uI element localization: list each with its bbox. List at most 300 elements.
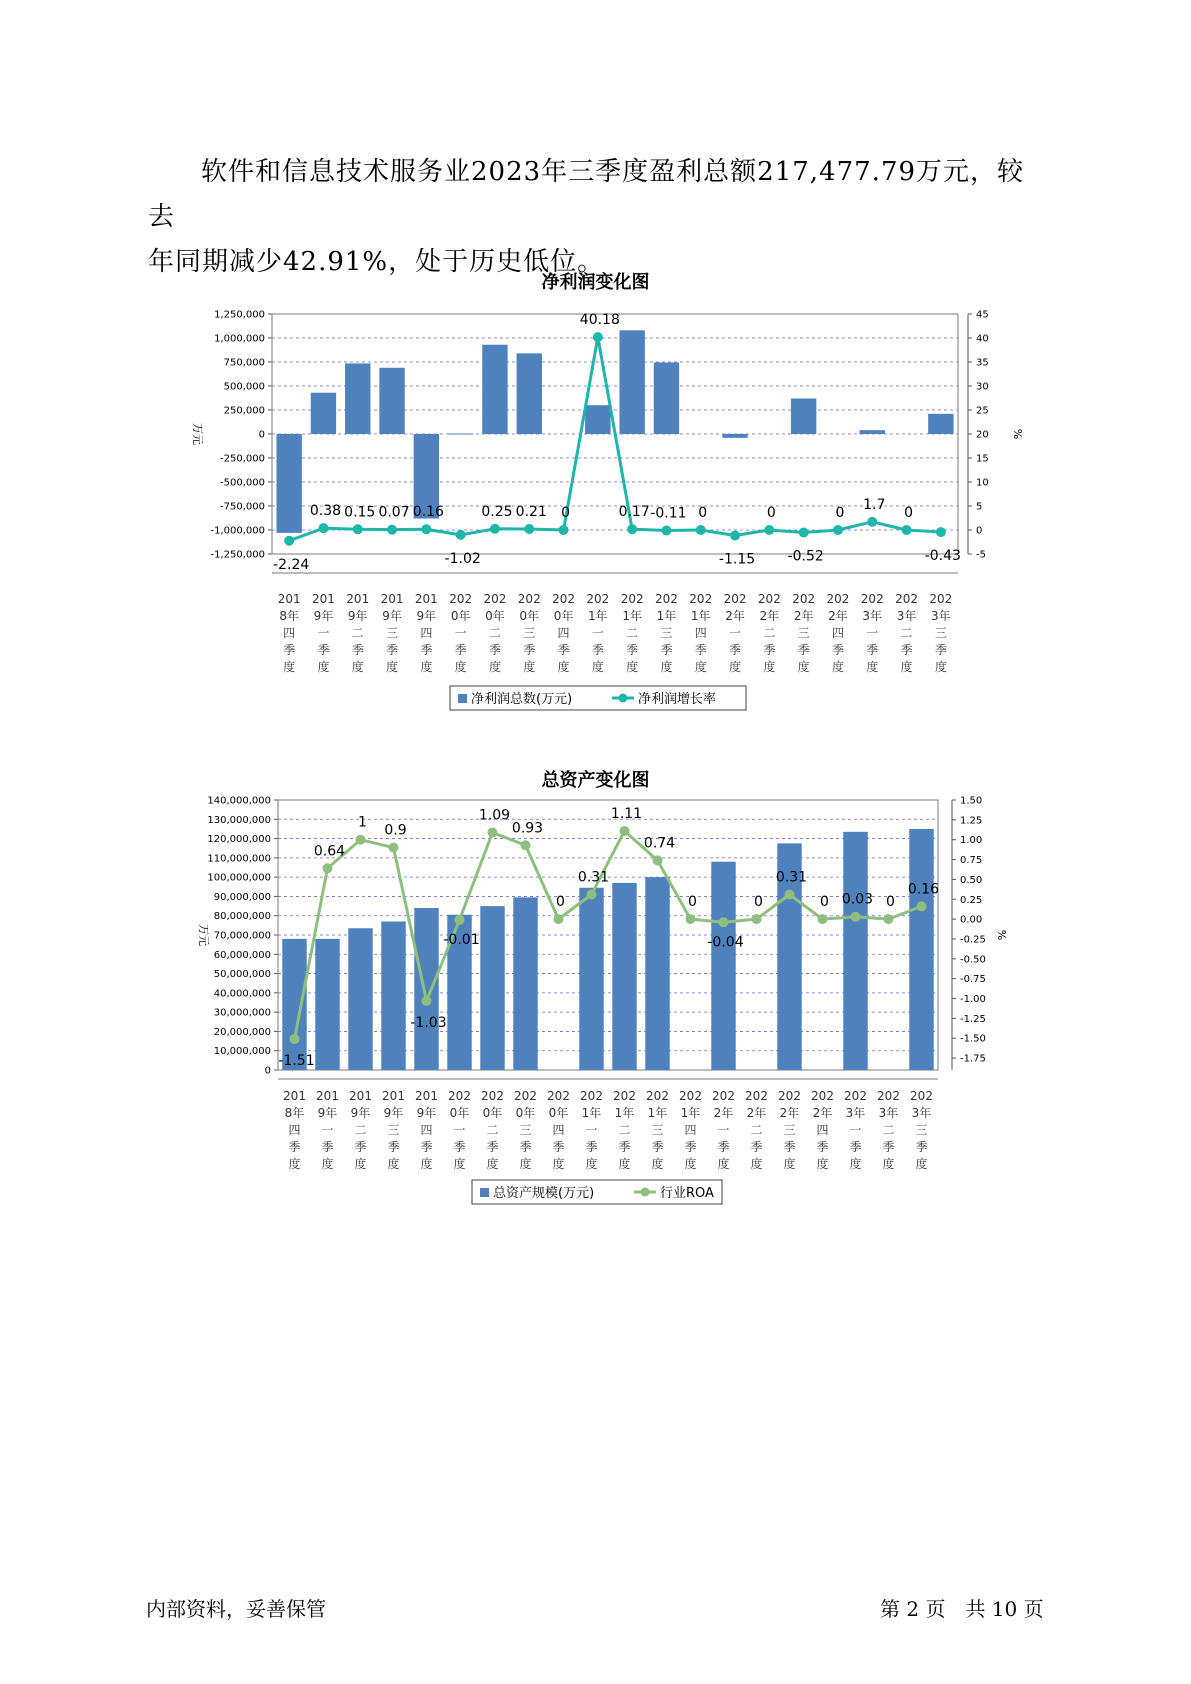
- y-tick-label: 500,000: [223, 381, 265, 393]
- x-tick-label: 季: [519, 1140, 532, 1154]
- x-tick-label: 季: [717, 1140, 730, 1154]
- x-tick-label: 度: [486, 1157, 499, 1171]
- bar: [315, 939, 339, 1070]
- bar: [619, 330, 644, 434]
- x-tick-label: 季: [387, 1140, 400, 1154]
- x-tick-label: 0年: [515, 1106, 536, 1120]
- y2-tick-label: -0.50: [960, 954, 986, 966]
- x-tick-label: 度: [816, 1157, 829, 1171]
- x-tick-label: 度: [591, 660, 604, 674]
- x-tick-label: 202: [723, 592, 747, 606]
- data-label: 1.7: [863, 496, 886, 513]
- data-label: 0.16: [907, 881, 940, 898]
- x-tick-label: 三: [387, 1123, 400, 1137]
- x-tick-label: 一: [849, 1123, 862, 1137]
- y-tick-label: 0: [258, 429, 265, 441]
- x-tick-label: 三: [519, 1123, 532, 1137]
- chart2-title: 总资产变化图: [541, 770, 650, 791]
- y-tick-label: 250,000: [223, 405, 265, 417]
- data-label: 0.07: [378, 504, 410, 521]
- data-label: 0: [886, 894, 895, 911]
- data-label: 0.15: [344, 504, 376, 521]
- bar: [517, 353, 542, 434]
- line-point: [661, 526, 671, 536]
- data-label: 0.17: [618, 504, 650, 521]
- data-label: -0.52: [787, 548, 824, 565]
- bar: [843, 832, 867, 1070]
- legend-line-label: 行业ROA: [660, 1186, 714, 1201]
- line-point: [818, 914, 828, 924]
- x-tick-label: 度: [557, 660, 570, 674]
- x-tick-label: 2年: [812, 1106, 833, 1120]
- line-point: [422, 996, 432, 1006]
- x-tick-label: 四: [694, 626, 707, 640]
- x-tick-label: 0年: [449, 1106, 470, 1120]
- x-tick-label: 季: [321, 1140, 334, 1154]
- x-tick-label: 一: [321, 1123, 334, 1137]
- x-tick-label: 度: [717, 1157, 730, 1171]
- y2-tick-label: 0.75: [960, 855, 983, 867]
- bar: [585, 405, 610, 434]
- x-tick-label: 1年: [588, 609, 608, 623]
- y2-tick-label: 0.00: [960, 914, 983, 926]
- x-tick-label: 度: [660, 660, 673, 674]
- line-point: [851, 912, 861, 922]
- bar: [579, 888, 603, 1070]
- x-tick-label: 三: [797, 626, 810, 640]
- x-tick-label: 季: [797, 643, 810, 657]
- line-point: [421, 524, 431, 534]
- x-tick-label: 度: [729, 660, 742, 674]
- x-tick-label: 201: [283, 1089, 306, 1103]
- line-point: [752, 914, 762, 924]
- bar: [482, 345, 507, 434]
- x-tick-label: 度: [934, 660, 947, 674]
- line-point: [488, 828, 498, 838]
- x-tick-label: 季: [694, 643, 707, 657]
- line-point: [318, 523, 328, 533]
- y-tick-label: 90,000,000: [213, 891, 271, 903]
- x-tick-label: 二: [750, 1123, 763, 1137]
- y2-tick-label: -0.25: [960, 934, 986, 946]
- y2-axis-title: %: [995, 929, 1008, 941]
- y2-tick-label: -5: [976, 549, 986, 561]
- x-tick-label: 一: [729, 626, 742, 640]
- y-tick-label: 130,000,000: [207, 814, 271, 826]
- x-tick-label: 二: [618, 1123, 631, 1137]
- line-point: [290, 1034, 300, 1044]
- x-tick-label: 1年: [581, 1106, 602, 1120]
- line-point: [833, 525, 843, 535]
- data-label: 0: [820, 894, 829, 911]
- data-label: 0.93: [511, 820, 544, 837]
- bar: [654, 362, 679, 434]
- x-tick-label: 四: [420, 1123, 433, 1137]
- x-tick-label: 1年: [656, 609, 677, 623]
- bar: [276, 434, 301, 533]
- x-tick-label: 三: [934, 626, 947, 640]
- x-tick-label: 202: [689, 592, 713, 606]
- x-tick-label: 季: [486, 1140, 499, 1154]
- y-tick-label: 80,000,000: [213, 911, 271, 923]
- x-tick-label: 季: [453, 1140, 466, 1154]
- x-tick-label: 202: [826, 592, 850, 606]
- x-tick-label: 季: [552, 1140, 565, 1154]
- x-tick-label: 度: [866, 660, 879, 674]
- x-tick-label: 3年: [845, 1106, 866, 1120]
- x-tick-label: 201: [346, 592, 370, 606]
- x-tick-label: 季: [283, 643, 296, 657]
- x-tick-label: 201: [382, 1089, 405, 1103]
- x-tick-label: 度: [519, 1157, 532, 1171]
- x-tick-label: 9年: [416, 1106, 437, 1120]
- line-point: [587, 890, 597, 900]
- x-tick-label: 度: [915, 1157, 928, 1171]
- x-tick-label: 202: [517, 592, 541, 606]
- x-tick-label: 2年: [713, 1106, 734, 1120]
- x-tick-label: 季: [849, 1140, 862, 1154]
- x-tick-label: 201: [277, 592, 301, 606]
- x-tick-label: 季: [729, 643, 742, 657]
- x-tick-label: 9年: [382, 609, 402, 623]
- summary-line-1: 软件和信息技术服务业2023年三季度盈利总额217,477.79万元，较去: [148, 157, 1025, 232]
- bar: [282, 939, 306, 1070]
- x-tick-label: 二: [882, 1123, 895, 1137]
- x-tick-label: 季: [651, 1140, 664, 1154]
- bar: [348, 928, 372, 1070]
- x-tick-label: 二: [354, 1123, 367, 1137]
- x-tick-label: 2年: [725, 609, 745, 623]
- x-tick-label: 度: [387, 1157, 400, 1171]
- x-tick-label: 度: [354, 1157, 367, 1171]
- x-tick-label: 季: [420, 1140, 433, 1154]
- y2-tick-label: 25: [976, 405, 989, 417]
- x-tick-label: 季: [557, 643, 570, 657]
- bar: [379, 368, 404, 434]
- x-tick-label: 三: [660, 626, 673, 640]
- x-tick-label: 201: [414, 592, 438, 606]
- line-point: [323, 863, 333, 873]
- x-tick-label: 0年: [519, 609, 540, 623]
- x-tick-label: 季: [454, 643, 467, 657]
- y-tick-label: 60,000,000: [213, 949, 271, 961]
- x-tick-label: 2年: [746, 1106, 767, 1120]
- bar: [448, 434, 473, 435]
- x-tick-label: 季: [618, 1140, 631, 1154]
- x-tick-label: 季: [523, 643, 536, 657]
- line-point: [686, 914, 696, 924]
- y2-tick-label: 1.25: [960, 815, 983, 827]
- x-tick-label: 3年: [911, 1106, 932, 1120]
- x-tick-label: 一: [717, 1123, 730, 1137]
- x-tick-label: 201: [316, 1089, 339, 1103]
- data-label: 0.38: [309, 503, 342, 520]
- legend-line-marker: [619, 694, 628, 703]
- x-tick-label: 0年: [553, 609, 574, 623]
- y2-tick-label: 0.25: [960, 894, 983, 906]
- bar: [722, 434, 747, 438]
- x-tick-label: 1年: [647, 1106, 668, 1120]
- line-point: [524, 524, 534, 534]
- x-tick-label: 9年: [350, 1106, 371, 1120]
- x-tick-label: 202: [792, 592, 816, 606]
- x-tick-label: 四: [557, 626, 570, 640]
- x-tick-label: 季: [420, 643, 433, 657]
- x-tick-label: 202: [552, 592, 576, 606]
- data-label: 0: [688, 894, 697, 911]
- x-tick-label: 季: [386, 643, 399, 657]
- data-label: 0: [698, 505, 708, 521]
- bar: [414, 908, 438, 1070]
- y-tick-label: 70,000,000: [213, 930, 271, 942]
- y-axis-title: 万元: [191, 423, 204, 445]
- x-tick-label: 度: [626, 660, 639, 674]
- x-tick-label: 度: [684, 1157, 697, 1171]
- y-tick-label: 120,000,000: [207, 834, 271, 846]
- x-tick-label: 度: [453, 1157, 466, 1171]
- bar: [480, 906, 504, 1070]
- x-tick-label: 0年: [482, 1106, 503, 1120]
- line-point: [764, 525, 774, 535]
- x-tick-label: 202: [449, 592, 473, 606]
- bar: [791, 398, 816, 434]
- total-assets-chart: [0, 790, 1191, 1230]
- line-point: [554, 914, 564, 924]
- line-point: [730, 531, 740, 541]
- legend-line-label: 净利润增长率: [638, 692, 717, 707]
- line-point: [620, 826, 630, 836]
- x-tick-label: 一: [453, 1123, 466, 1137]
- data-label: 0.03: [841, 891, 874, 908]
- line-point: [785, 890, 795, 900]
- y2-tick-label: 20: [976, 429, 989, 441]
- x-tick-label: 度: [351, 660, 364, 674]
- x-tick-label: 1年: [680, 1106, 701, 1120]
- line-point: [653, 855, 663, 865]
- y-tick-label: 750,000: [223, 357, 265, 369]
- data-label: 0.16: [412, 504, 444, 521]
- line-point: [867, 517, 877, 527]
- line-point: [389, 843, 399, 853]
- x-tick-label: 202: [910, 1089, 933, 1103]
- data-label: -2.24: [273, 556, 310, 573]
- x-tick-label: 202: [514, 1089, 537, 1103]
- y2-tick-label: 10: [976, 477, 989, 489]
- y2-tick-label: 15: [976, 453, 989, 465]
- x-tick-label: 四: [420, 626, 433, 640]
- x-tick-label: 9年: [347, 609, 368, 623]
- x-tick-label: 201: [349, 1089, 372, 1103]
- line-point: [902, 525, 912, 535]
- x-tick-label: 度: [651, 1157, 664, 1171]
- bar: [513, 897, 537, 1070]
- x-tick-label: 季: [317, 643, 330, 657]
- x-tick-label: 季: [288, 1140, 301, 1154]
- line-point: [799, 527, 809, 537]
- data-label: -0.01: [443, 931, 480, 948]
- x-tick-label: 季: [816, 1140, 829, 1154]
- data-label: 0.31: [775, 869, 808, 886]
- bar: [311, 393, 336, 434]
- x-tick-label: 三: [386, 626, 399, 640]
- x-tick-label: 四: [552, 1123, 565, 1137]
- x-tick-label: 三: [523, 626, 536, 640]
- x-tick-label: 202: [586, 592, 610, 606]
- x-tick-label: 202: [483, 592, 507, 606]
- line-point: [917, 901, 927, 911]
- x-tick-label: 度: [488, 660, 501, 674]
- x-tick-label: 202: [580, 1089, 603, 1103]
- x-tick-label: 三: [651, 1123, 664, 1137]
- y-tick-label: -1,000,000: [210, 525, 265, 537]
- data-label: 0: [556, 894, 565, 911]
- x-tick-label: 四: [283, 626, 296, 640]
- y2-tick-label: 40: [976, 333, 989, 345]
- x-tick-label: 四: [831, 626, 844, 640]
- bar: [645, 877, 669, 1070]
- x-tick-label: 季: [626, 643, 639, 657]
- data-label: 0.25: [481, 503, 513, 520]
- x-tick-label: 季: [915, 1140, 928, 1154]
- data-label: -0.04: [707, 934, 744, 951]
- legend-bar-swatch: [458, 694, 467, 703]
- y2-tick-label: -1.50: [960, 1033, 986, 1045]
- data-label: 0.31: [577, 869, 610, 886]
- net-profit-chart: [0, 290, 1191, 730]
- y-tick-label: 140,000,000: [207, 795, 271, 807]
- x-tick-label: 二: [900, 626, 913, 640]
- x-tick-label: 202: [757, 592, 781, 606]
- x-tick-label: 度: [900, 660, 913, 674]
- x-tick-label: 二: [351, 626, 364, 640]
- x-tick-label: 202: [679, 1089, 702, 1103]
- x-tick-label: 一: [585, 1123, 598, 1137]
- x-tick-label: 度: [750, 1157, 763, 1171]
- y-tick-label: 1,000,000: [214, 333, 265, 345]
- y-tick-label: 40,000,000: [213, 988, 271, 1000]
- x-tick-label: 202: [745, 1089, 768, 1103]
- x-tick-label: 季: [882, 1140, 895, 1154]
- x-tick-label: 8年: [284, 1106, 305, 1120]
- data-label: 40.18: [579, 312, 620, 329]
- x-tick-label: 一: [591, 626, 604, 640]
- data-label: -1.51: [278, 1053, 315, 1070]
- x-tick-label: 度: [317, 660, 330, 674]
- x-tick-label: 一: [317, 626, 330, 640]
- x-tick-label: 0年: [548, 1106, 569, 1120]
- x-tick-label: 季: [831, 643, 844, 657]
- bar: [345, 363, 370, 434]
- bar: [909, 829, 933, 1070]
- footer-page-number: 第 2 页 共 10 页: [880, 1597, 1044, 1621]
- x-tick-label: 202: [929, 592, 953, 606]
- x-tick-label: 9年: [383, 1106, 404, 1120]
- x-tick-label: 三: [783, 1123, 796, 1137]
- y-tick-label: 0: [264, 1065, 271, 1077]
- summary-paragraph: [148, 150, 1048, 285]
- data-label: 0: [904, 505, 914, 521]
- data-label: 0.9: [384, 822, 407, 839]
- x-tick-label: 度: [552, 1157, 565, 1171]
- data-label: 1: [358, 814, 367, 831]
- x-tick-label: 202: [547, 1089, 570, 1103]
- data-label: -1.02: [444, 550, 481, 567]
- x-tick-label: 二: [486, 1123, 499, 1137]
- x-tick-label: 度: [882, 1157, 895, 1171]
- x-tick-label: 9年: [416, 609, 437, 623]
- data-label: 0.21: [515, 503, 547, 520]
- x-tick-label: 202: [448, 1089, 471, 1103]
- x-tick-label: 202: [844, 1089, 867, 1103]
- data-label: -0.11: [650, 505, 687, 522]
- data-label: 0: [754, 894, 763, 911]
- x-tick-label: 202: [646, 1089, 669, 1103]
- x-tick-label: 2年: [828, 609, 848, 623]
- x-tick-label: 度: [454, 660, 467, 674]
- data-label: 0: [561, 505, 571, 521]
- x-tick-label: 9年: [317, 1106, 338, 1120]
- x-tick-label: 度: [831, 660, 844, 674]
- data-label: -1.03: [410, 1014, 447, 1031]
- x-tick-label: 度: [694, 660, 707, 674]
- line-point: [719, 917, 729, 927]
- y2-tick-label: -1.25: [960, 1013, 986, 1025]
- line-point: [284, 536, 294, 546]
- x-tick-label: 季: [783, 1140, 796, 1154]
- x-tick-label: 四: [816, 1123, 829, 1137]
- x-tick-label: 202: [613, 1089, 636, 1103]
- y2-tick-label: 0: [976, 525, 983, 537]
- x-tick-label: 8年: [279, 609, 299, 623]
- line-point: [627, 524, 637, 534]
- x-tick-label: 1年: [614, 1106, 635, 1120]
- y2-tick-label: 1.00: [960, 835, 983, 847]
- x-tick-label: 一: [454, 626, 467, 640]
- x-tick-label: 度: [849, 1157, 862, 1171]
- x-tick-label: 3年: [878, 1106, 899, 1120]
- data-label: 1.09: [478, 807, 511, 824]
- x-tick-label: 201: [415, 1089, 438, 1103]
- data-label: 0: [835, 505, 845, 521]
- x-tick-label: 季: [488, 643, 501, 657]
- x-tick-label: 202: [877, 1089, 900, 1103]
- line-point: [456, 530, 466, 540]
- x-tick-label: 季: [585, 1140, 598, 1154]
- x-tick-label: 一: [866, 626, 879, 640]
- x-tick-label: 季: [684, 1140, 697, 1154]
- y-tick-label: 30,000,000: [213, 1007, 271, 1019]
- x-tick-label: 度: [797, 660, 810, 674]
- x-tick-label: 202: [811, 1089, 834, 1103]
- x-tick-label: 二: [763, 626, 776, 640]
- y2-tick-label: 45: [976, 309, 989, 321]
- x-tick-label: 度: [585, 1157, 598, 1171]
- data-label: -1.15: [718, 551, 756, 568]
- bar: [612, 883, 636, 1070]
- legend-line-marker: [641, 1188, 650, 1197]
- y2-tick-label: 1.50: [960, 795, 983, 807]
- line-point: [593, 332, 603, 342]
- x-tick-label: 度: [420, 1157, 433, 1171]
- x-tick-label: 202: [620, 592, 644, 606]
- x-tick-label: 二: [626, 626, 639, 640]
- x-tick-label: 度: [763, 660, 776, 674]
- x-tick-label: 202: [712, 1089, 735, 1103]
- x-tick-label: 三: [915, 1123, 928, 1137]
- x-tick-label: 度: [386, 660, 399, 674]
- y-axis-title: 万元: [197, 924, 210, 946]
- x-tick-label: 2年: [759, 609, 780, 623]
